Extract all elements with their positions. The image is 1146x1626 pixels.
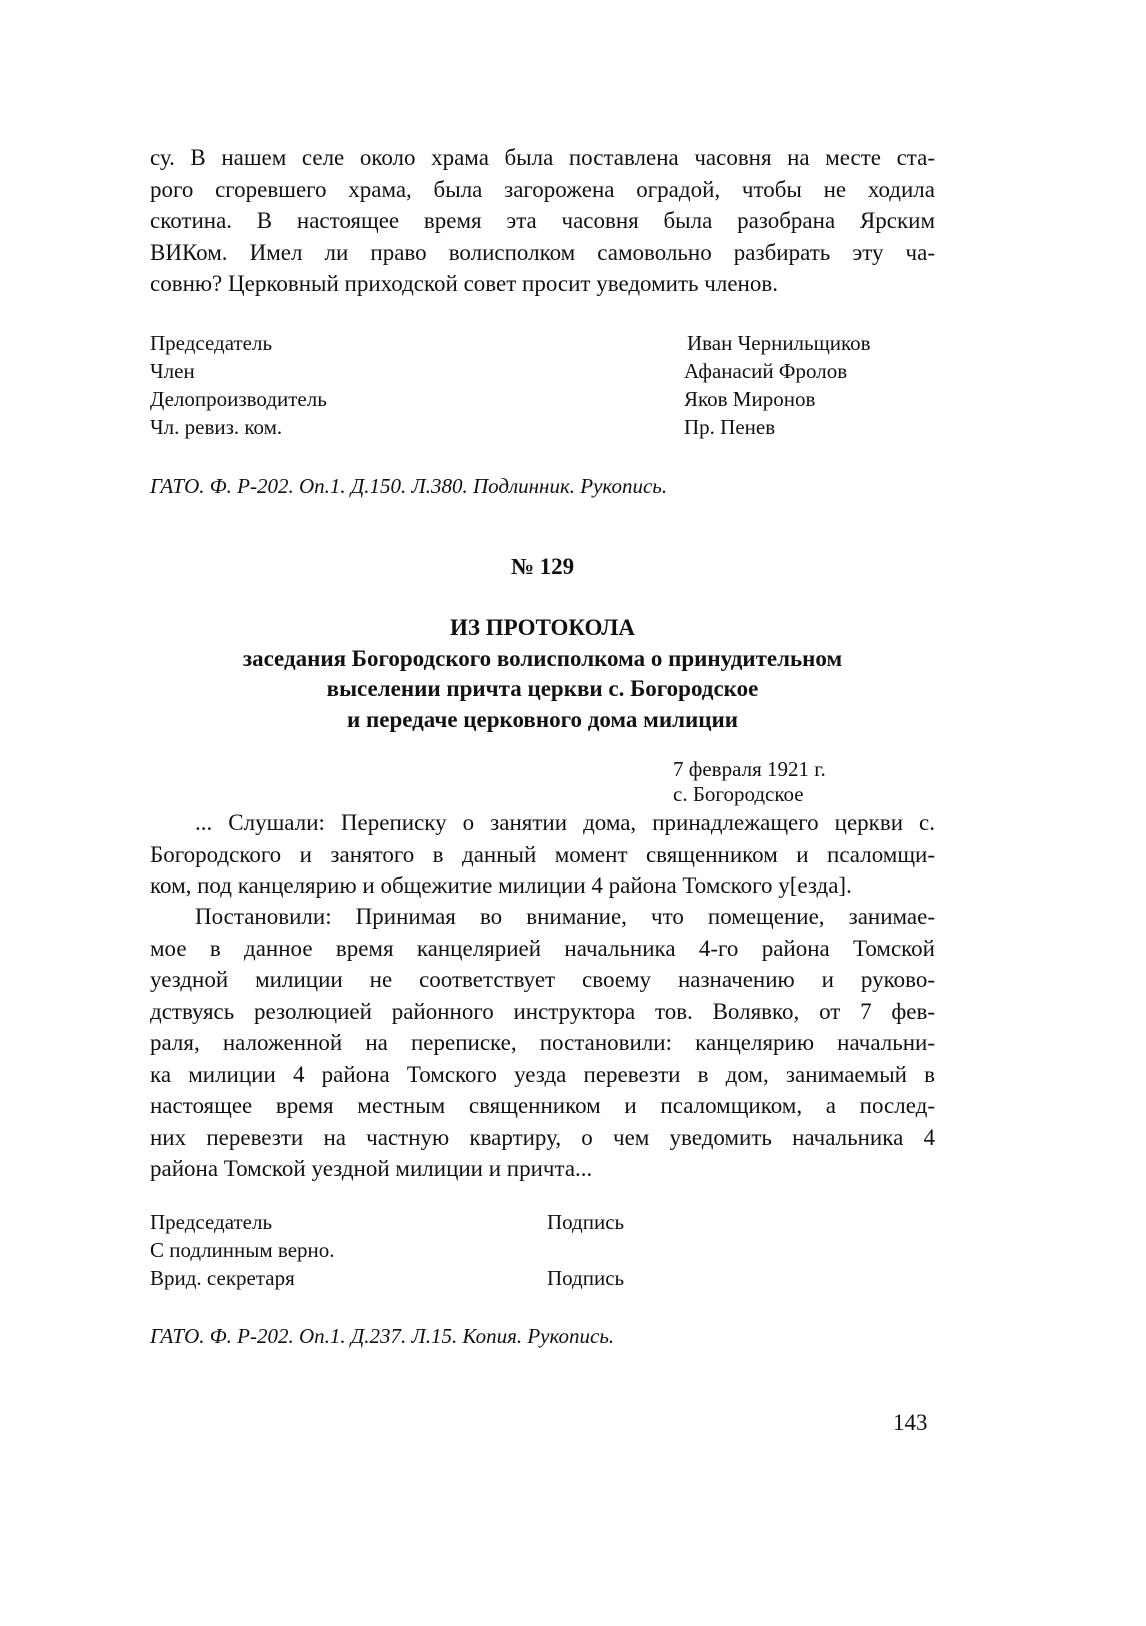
text-line: них перевезти на частную квартиру, о чем уведомить начальника 4 (150, 1124, 935, 1150)
document-number: № 129 (510, 554, 575, 579)
signature-role: Председатель (150, 331, 273, 355)
signatures-names-1 (684, 329, 871, 441)
paragraph-continuation (150, 142, 935, 300)
signature-role: Делопроизводитель (150, 387, 327, 411)
paragraph-resolved (150, 901, 935, 1185)
signature-name: Афанасий Фролов (684, 359, 848, 383)
text-line: дствуясь резолюцией районного инструктора тов. Волявко, от 7 фев- (150, 998, 935, 1024)
text-line: настоящее время местным священником и псаломщиком, а послед- (150, 1093, 935, 1118)
document-place: с. Богородское (673, 782, 804, 806)
signature-role: Член (150, 359, 195, 383)
text-line: Постановили: Принимая во внимание, что помещение, занимае- (195, 904, 935, 929)
archive-citation-1: ГАТО. Ф. Р-202. Оп.1. Д.150. Л.380. Подлинник. Рукопись. (150, 474, 668, 498)
text-line: района Томской уездной милиции и причта... (150, 1156, 593, 1181)
signature-name: Подпись (547, 1210, 625, 1234)
text-line: скотина. В настоящее время эта часовня была разобрана Ярским (150, 208, 935, 233)
title-line: заседания Богородского волисполкома о принудительном (242, 645, 843, 671)
text-line: су. В нашем селе около храма была поставлена часовня на месте ста- (150, 145, 935, 170)
text-line: ... Слушали: Переписку о занятии дома, принадлежащего церкви с. (195, 810, 935, 835)
document-title (150, 613, 935, 735)
title-line: ИЗ ПРОТОКОЛА (450, 615, 635, 640)
date-place (673, 757, 826, 807)
signature-role: Врид. секретаря (150, 1266, 295, 1290)
text-line: раля, наложенной на переписке, постановили: канцелярию начальни- (150, 1030, 935, 1055)
signature-name: Пр. Пенев (684, 415, 776, 439)
title-line: выселении причта церкви с. Богородское (326, 676, 759, 701)
paragraph-heard (150, 807, 935, 902)
text-line: совню? Церковный приходской совет просит уведомить членов. (150, 271, 778, 296)
signature-name: Подпись (547, 1266, 625, 1290)
text-line: уездной милиции не соответствует своему назначению и руково- (150, 967, 935, 992)
signatures-names-2 (547, 1208, 624, 1292)
text-line: ком, под канцелярию и общежитие милиции 4 района Томского у[езда]. (150, 873, 852, 898)
signature-name (547, 1236, 624, 1264)
text-line: Богородского и занятого в данный момент священником и псаломщи- (150, 841, 935, 867)
signature-name: Иван Чернильщиков (687, 331, 871, 355)
signatures-roles-1 (150, 329, 327, 441)
archive-citation-2: ГАТО. Ф. Р-202. Оп.1. Д.237. Л.15. Копия. Рукопись. (150, 1324, 615, 1348)
title-line: и передаче церковного дома милиции (346, 706, 738, 732)
page-number: 143 (893, 1410, 928, 1435)
text-line: ка милиции 4 района Томского уезда перевезти в дом, занимаемый в (150, 1061, 935, 1087)
document-date: 7 февраля 1921 г. (673, 757, 826, 781)
signature-role: С подлинным верно. (150, 1238, 335, 1262)
text-line: ВИКом. Имел ли право волисполком самовольно разбирать эту ча- (150, 239, 935, 265)
signatures-roles-2 (150, 1208, 335, 1292)
text-line: рого сгоревшего храма, была загорожена оградой, чтобы не ходила (150, 176, 935, 202)
signature-role: Председатель (150, 1210, 273, 1234)
signature-role: Чл. ревиз. ком. (150, 415, 283, 439)
text-line: мое в данное время канцелярией начальника 4-го района Томской (150, 935, 935, 961)
signature-name: Яков Миронов (684, 387, 816, 411)
